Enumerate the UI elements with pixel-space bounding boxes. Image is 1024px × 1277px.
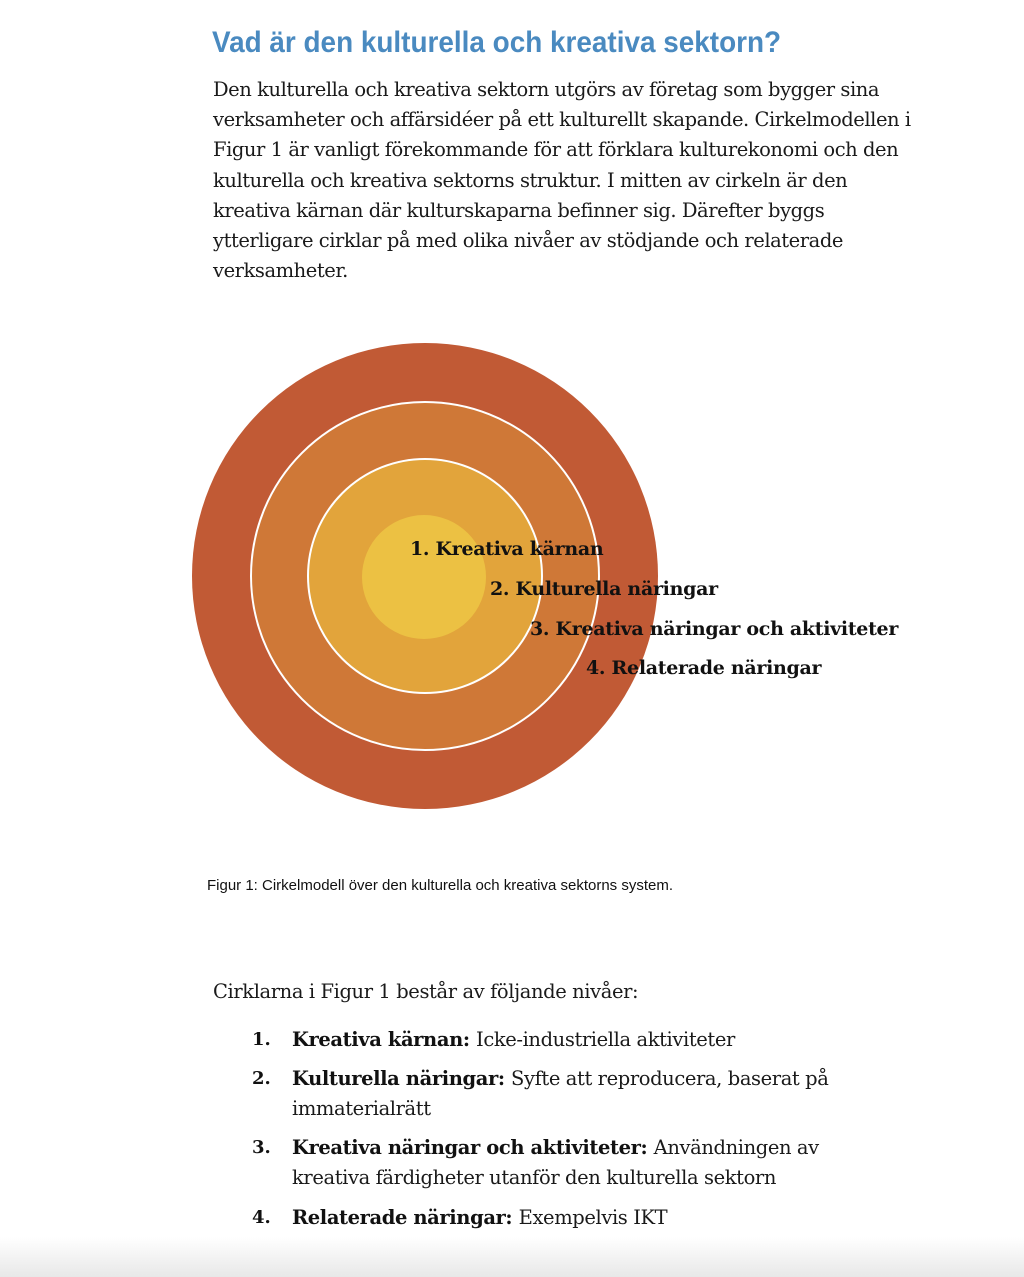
list-item-description: immaterialrätt [292, 1097, 431, 1120]
list-item-term: Kulturella näringar: [292, 1067, 512, 1090]
intro-line: Den kulturella och kreativa sektorn utgörs av företag som bygger sina [213, 78, 880, 101]
list-item-text [292, 1203, 892, 1233]
page-bottom-shadow [0, 1237, 1024, 1277]
intro-line: verksamheter. [213, 259, 348, 283]
list-item-description: Icke-industriella aktiviteter [476, 1028, 735, 1051]
levels-intro: Cirklarna i Figur 1 består av följande nivåer: [213, 980, 639, 1003]
intro-line: Figur 1 är vanligt förekommande för att förklara kulturekonomi och den [213, 138, 899, 162]
list-item-term: Kreativa kärnan: [292, 1028, 477, 1051]
list-item-number: 1. [252, 1029, 271, 1050]
list-item-text [292, 1064, 892, 1124]
list-item-number: 3. [252, 1137, 271, 1158]
list-item-description: Användningen av [653, 1136, 819, 1159]
figure-label-creative-core: 1. Kreativa kärnan [410, 538, 604, 560]
list-item-text [292, 1133, 892, 1193]
intro-line: kreativa kärnan där kulturskaparna befinner sig. Därefter byggs [213, 198, 825, 222]
figure-label-related-industries: 4. Relaterade näringar [586, 657, 822, 679]
figure-label-cultural-industries: 2. Kulturella näringar [490, 578, 718, 600]
intro-line: ytterligare cirklar på med olika nivåer av stödjande och relaterade [213, 229, 843, 253]
list-item-text [292, 1025, 892, 1055]
list-item-term: Kreativa näringar och aktiviteter: [292, 1136, 654, 1159]
list-item-number: 4. [252, 1207, 271, 1228]
list-item-description: kreativa färdigheter utanför den kulturella sektorn [292, 1166, 777, 1189]
list-item-description: Syfte att reproducera, baserat på [511, 1067, 829, 1090]
intro-line: verksamheter och affärsidéer på ett kulturellt skapande. Cirkelmodellen i [213, 108, 911, 132]
list-item-description: Exempelvis IKT [518, 1206, 668, 1229]
intro-line: kulturella och kreativa sektorns struktur. I mitten av cirkeln är den [213, 168, 848, 192]
figure-label-creative-industries: 3. Kreativa näringar och aktiviteter [530, 618, 899, 640]
list-item-number: 2. [252, 1068, 271, 1089]
page-heading: Vad är den kulturella och kreativa sektorn? [212, 26, 782, 59]
figure-caption: Figur 1: Cirkelmodell över den kulturella och kreativa sektorns system. [207, 877, 674, 894]
list-item-term: Relaterade näringar: [292, 1206, 519, 1229]
ring-creative-core [362, 515, 486, 639]
